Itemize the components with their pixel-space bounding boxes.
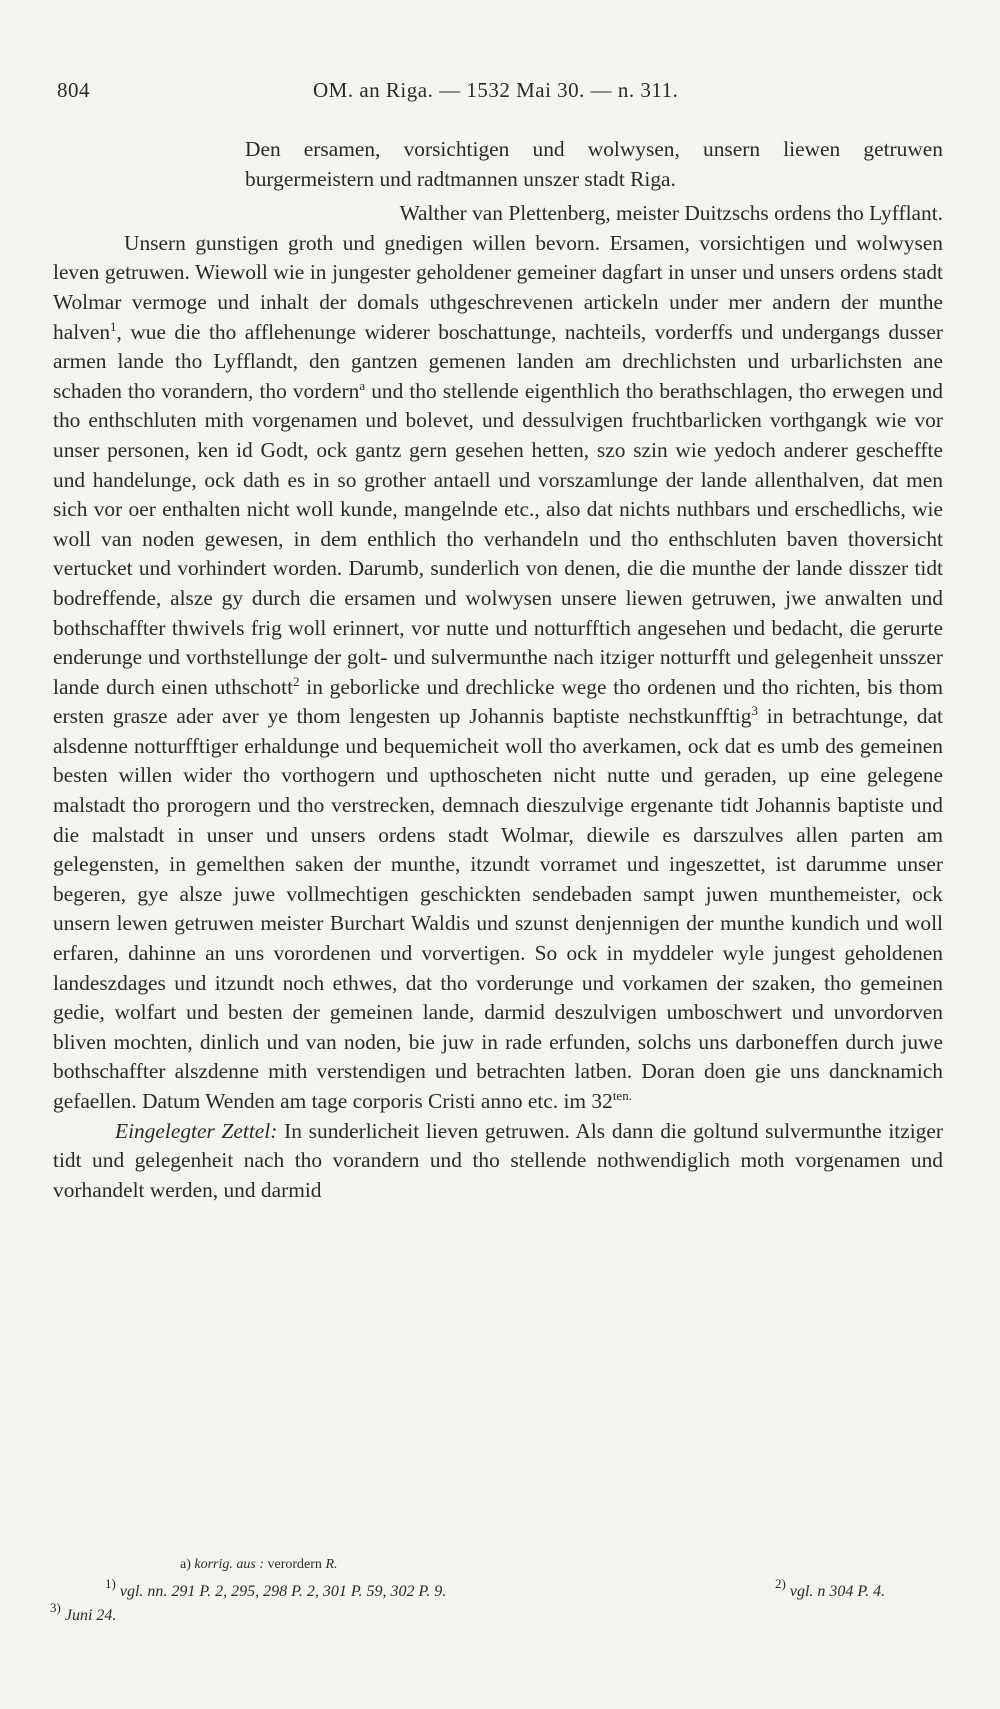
footnote-a-label: korrig. aus : bbox=[194, 1557, 265, 1572]
page-number: 804 bbox=[57, 78, 90, 102]
footnote-a-mark: a) bbox=[180, 1557, 191, 1572]
footnote-3-text: Juni 24. bbox=[64, 1607, 117, 1624]
footnote-ref-2: 2 bbox=[293, 673, 300, 689]
footnote-2-text: vgl. n 304 P. 4. bbox=[789, 1583, 886, 1600]
footnote-3-mark: 3) bbox=[50, 1600, 61, 1615]
page-header bbox=[55, 78, 945, 108]
body-part-3: und tho stellende eigenthlich tho berathschlagen, tho erwegen und tho enthschluten mith vorgenamen und bolevet, und dessulvigen fruchtbarlicken vorthgangk wie vor unser personen, ken id Godt, ock gantz gern gesehen hetten, szo szin wie yedoch anderer gescheffte und handelunge, ock dath es in so grother antaell und vorszamlunge der lande allenthalven, dat men sich vor oer enthalten nicht woll kunde, mangelnde etc., also dat nichts nuthbars und erschedlichs, wie woll van noden gewesen, in dem enthlich tho verhandeln und tho enthschluten baven thoversicht vertucket und vorhindert worden. Darumb, sunderlich von denen, die die munthe der lande disszer tidt bodreffende, alsze gy durch die ersamen und wolwysen unsere liewen getruwen, jwe anwalten und bothschaffter thwivels frig woll erinnert, vor nutte und notturfftich angesehen und bedacht, die gerurte enderunge und vorthstellunge der golt- und sulvermunthe nach itziger notturfft und gelegenheit unsszer lande durch einen uthschott bbox=[53, 378, 943, 699]
body-part-4: in geborlicke und drechlicke wege tho ordenen und tho richten, bis thom ersten grasze ader aver ye thom lengesten up Johannis baptiste nechstkunfftig bbox=[53, 674, 943, 729]
footnote-a-text: verordern bbox=[267, 1557, 322, 1572]
body-part-2: , wue die tho afflehenunge widerer boschattunge, nachteils, vorderffs und undergangs dusser armen lande tho Lyfflandt, den gantzen gemenen landen am drechlichsten und urbarlichsten ane schaden tho vorandern, tho vordern bbox=[53, 319, 943, 403]
letter-body bbox=[53, 229, 943, 1117]
footnote-1 bbox=[105, 1576, 447, 1601]
footnote-1-mark: 1) bbox=[105, 1576, 116, 1591]
letter-sender: Walther van Plettenberg, meister Duitzschs ordens tho Lyfflant. bbox=[399, 201, 943, 226]
body-part-5: in betrachtunge, dat alsdenne notturfftiger erhaldunge und bequemicheit woll tho averkamen, ock dat es umb des gemeinen besten willen wider tho vorthogern und upthoscheten nicht nutte und geraden, up eine gelegene malstadt tho prorogern und tho verstrecken, demnach dieszulvige ergenante tidt Johannis baptiste und die malstadt in unser und unsers ordens stadt Wolmar, diewile es darszulves allen parten am gelegensten, in gemelthen saken der munthe, itzundt vorramet und ingeszettet, ist darumme unser begeren, gye alsze juwe vollmechtigen geschickten sendebaden sampt juwen munthemeister, ock unsern lewen getruwen meister Burchart Waldis und szunst denjennigen der munthe kundich und woll erfaren, dahinne an uns vorordenen und vorvertigen. So ock in myddeler wyle jungest geholdenen landeszdages und itzundt noch ethwes, dat tho vorderunge und vorkamen der szaken, tho gemeinen gedie, wolfart und besten der gemeinen lande, darmid deszulvigen umboschwert und unvordorven bliven mochten, dinlich und van noden, bie juw in rade erfunden, solchs uns darboneffen durch juwe bothschaffter alszdenne mith verstendigen und betrachten latben. Doran doen gie uns dancknamich gefaellen. Datum Wenden am tage corporis Cristi anno etc. im 32 bbox=[53, 704, 944, 1113]
footnote-ref-a: a bbox=[359, 377, 366, 393]
footnote-a bbox=[180, 1557, 950, 1573]
footnote-2 bbox=[775, 1576, 886, 1601]
letter-address: Den ersamen, vorsichtigen und wolwysen, unsern liewen getruwen burgermeistern und radtmannen unszer stadt Riga. bbox=[245, 137, 943, 191]
running-head: OM. an Riga. — 1532 Mai 30. — n. 311. bbox=[313, 78, 679, 102]
enclosed-note bbox=[53, 1117, 943, 1206]
body-part-1: Unsern gunstigen groth und gnedigen willen bevorn. Ersamen, vorsichtigen und wolwysen leven getruwen. Wiewoll wie in jungester geholdener gemeiner dagfart in unser und unsers ordens stadt Wolmar vermoge und inhalt der domals uthgeschrevenen artickeln under mer andern der munthe halven bbox=[53, 230, 943, 344]
enclosed-note-label: Eingelegter Zettel: bbox=[115, 1118, 278, 1143]
footnote-ref-3: 3 bbox=[751, 703, 758, 719]
footnote-3 bbox=[50, 1600, 950, 1625]
footnote-1-text: vgl. nn. 291 P. 2, 295, 298 P. 2, 301 P. 59, 302 P. 9. bbox=[119, 1583, 447, 1600]
footnote-row bbox=[50, 1576, 950, 1605]
footnote-2-mark: 2) bbox=[775, 1576, 786, 1591]
main-text bbox=[53, 135, 943, 1205]
enclosed-note-text: In sunderlicheit lieven getruwen. Als dann die goltund sulvermunthe itziger tidt und gelegenheit nach tho vorandern und tho stellende nothwendiglich moth vorgenamen und vorhandelt werden, und darmid bbox=[53, 1118, 943, 1202]
footnote-ref-1: 1 bbox=[110, 318, 117, 334]
footnote-a-source: R. bbox=[325, 1557, 338, 1572]
footnotes bbox=[50, 1557, 950, 1625]
date-superscript: ten. bbox=[612, 1088, 632, 1103]
